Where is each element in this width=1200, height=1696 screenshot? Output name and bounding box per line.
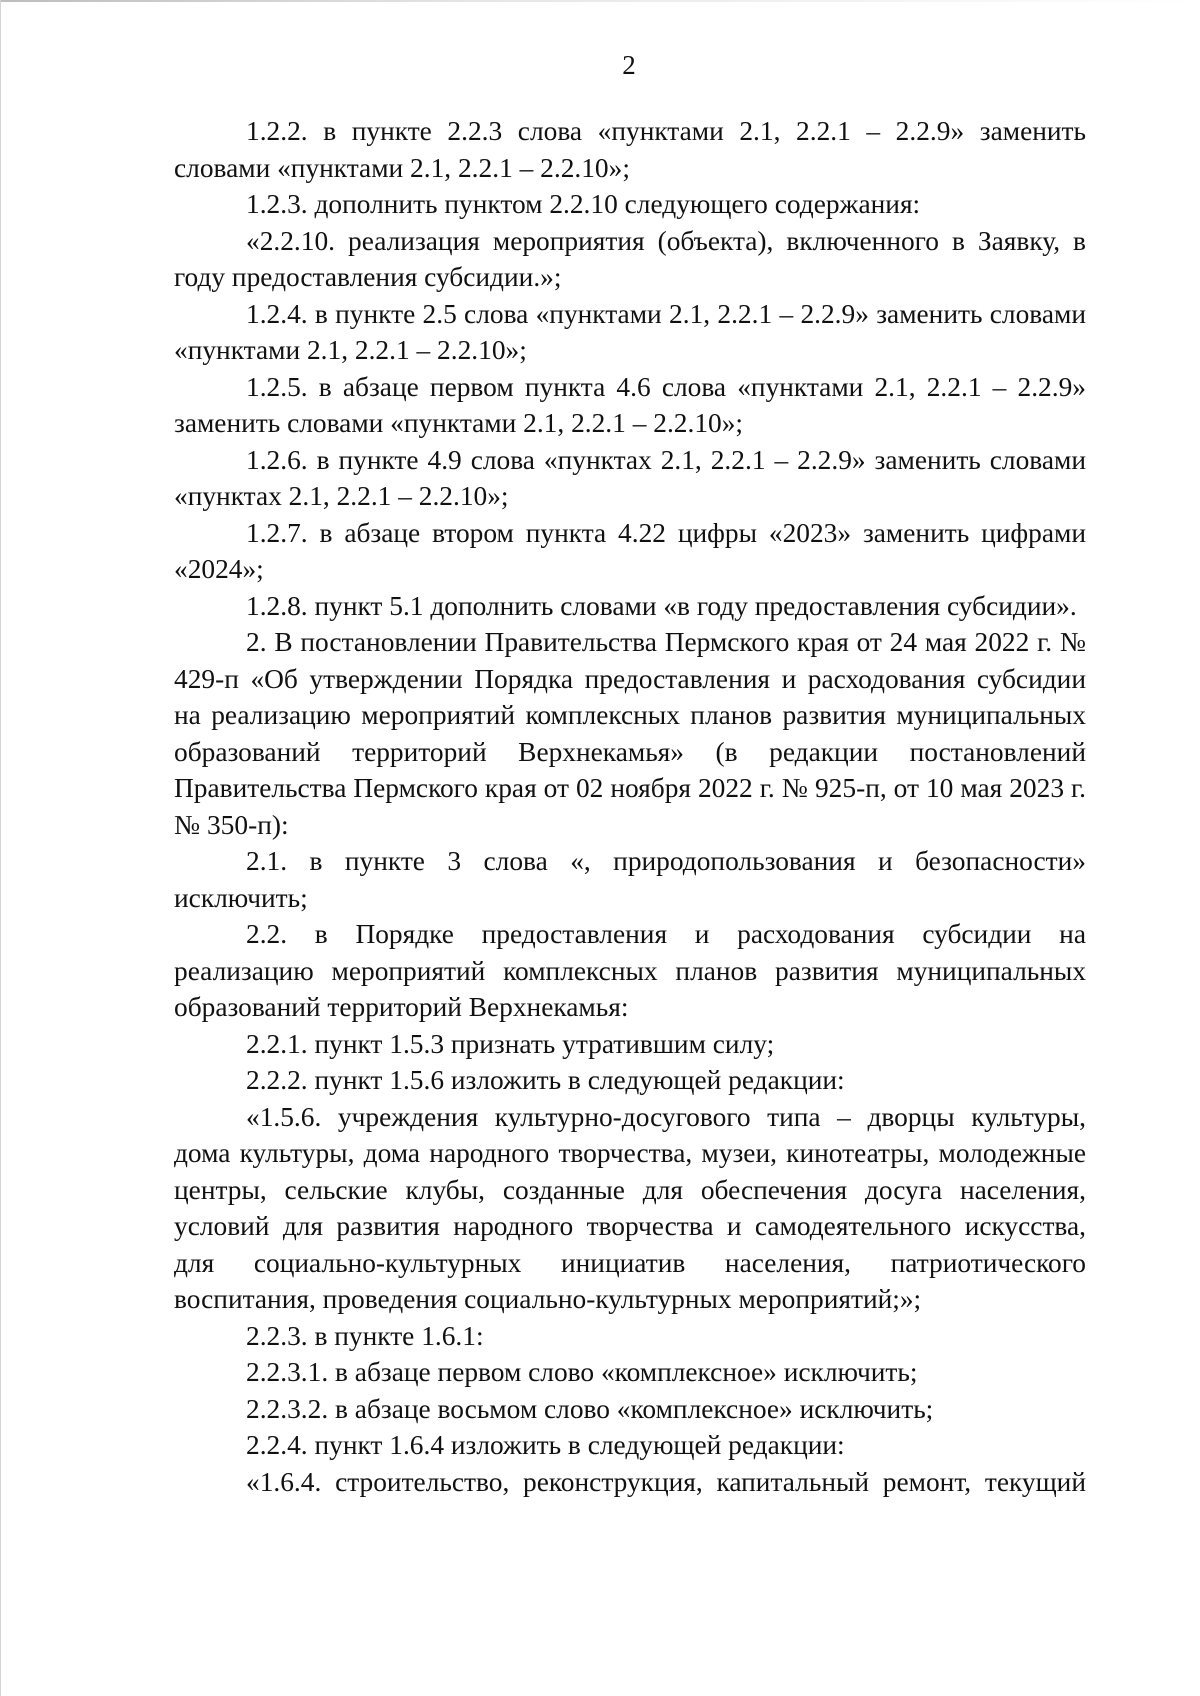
paragraph-2-2: 2.2. в Порядке предоставления и расходования субсидии на реализацию мероприятий комплексных планов развития муниципальных образований территорий Верхнекамья: [174, 919, 1086, 1022]
paragraph-quote-1-5-6: «1.5.6. учреждения культурно-досугового типа – дворцы культуры, дома культуры, дома народного творчества, музеи, кинотеатры, молодежные центры, сельские клубы, созданные для обеспечения досуга населения, условий для развития народного творчества и самодеятельного искусства, для социально-культурных инициатив населения, патриотического воспитания, проведения социально-культурных мероприятий;»; [174, 1101, 1086, 1314]
paragraph-2-2-2: 2.2.2. пункт 1.5.6 изложить в следующей редакции: [246, 1065, 845, 1095]
paragraph-1-2-3: 1.2.3. дополнить пунктом 2.2.10 следующего содержания: [246, 189, 921, 219]
paragraph-2-2-4: 2.2.4. пункт 1.6.4 изложить в следующей редакции: [246, 1430, 845, 1460]
paragraph-2-2-3-1: 2.2.3.1. в абзаце первом слово «комплексное» исключить; [246, 1357, 918, 1387]
page-number: 2 [622, 50, 636, 80]
paragraph-2-2-1: 2.2.1. пункт 1.5.3 признать утратившим силу; [246, 1028, 775, 1059]
scan-edge-top [0, 0, 1200, 2]
paragraph-1-2-4: 1.2.4. в пункте 2.5 слова «пунктами 2.1, 2.2.1 – 2.2.9» заменить словами «пунктами 2.1, 2.2.1 – 2.2.10»; [174, 298, 1086, 365]
paragraph-2-2-3-2: 2.2.3.2. в абзаце восьмом слово «комплексное» исключить; [246, 1393, 934, 1424]
paragraph-1-2-7: 1.2.7. в абзаце втором пункта 4.22 цифры «2023» заменить цифрами «2024»; [174, 517, 1086, 584]
paragraph-quote-2-2-10: «2.2.10. реализация мероприятия (объекта), включенного в Заявку, в году предоставления субсидии.»; [174, 225, 1086, 292]
paragraph-1-2-6: 1.2.6. в пункте 4.9 слова «пунктах 2.1, 2.2.1 – 2.2.9» заменить словами «пунктах 2.1, 2.2.1 – 2.2.10»; [174, 444, 1086, 511]
document-body [174, 113, 1086, 1500]
paragraph-quote-1-6-4: «1.6.4. строительство, реконструкция, капитальный ремонт, текущий [246, 1466, 1086, 1497]
scan-edge-left [0, 0, 1, 1696]
paragraph-1-2-8: 1.2.8. пункт 5.1 дополнить словами «в году предоставления субсидии». [246, 590, 1077, 621]
paragraph-2: 2. В постановлении Правительства Пермского края от 24 мая 2022 г. № 429-п «Об утверждении Порядка предоставления и расходования субсидии на реализацию мероприятий комплексных планов развития муниципальных образований территорий Верхнекамья» (в редакции постановлений Правительства Пермского края от 02 ноября 2022 г. № 925-п, от 10 мая 2023 г. № 350-п): [174, 627, 1086, 840]
paragraph-1-2-2: 1.2.2. в пункте 2.2.3 слова «пунктами 2.1, 2.2.1 – 2.2.9» заменить словами «пунктами 2.1, 2.2.1 – 2.2.10»; [174, 116, 1086, 183]
paragraph-1-2-5: 1.2.5. в абзаце первом пункта 4.6 слова «пунктами 2.1, 2.2.1 – 2.2.9» заменить словами «пунктами 2.1, 2.2.1 – 2.2.10»; [174, 371, 1086, 438]
paragraph-2-2-3: 2.2.3. в пункте 1.6.1: [246, 1320, 484, 1351]
paragraph-2-1: 2.1. в пункте 3 слова «, природопользования и безопасности» исключить; [174, 846, 1086, 913]
